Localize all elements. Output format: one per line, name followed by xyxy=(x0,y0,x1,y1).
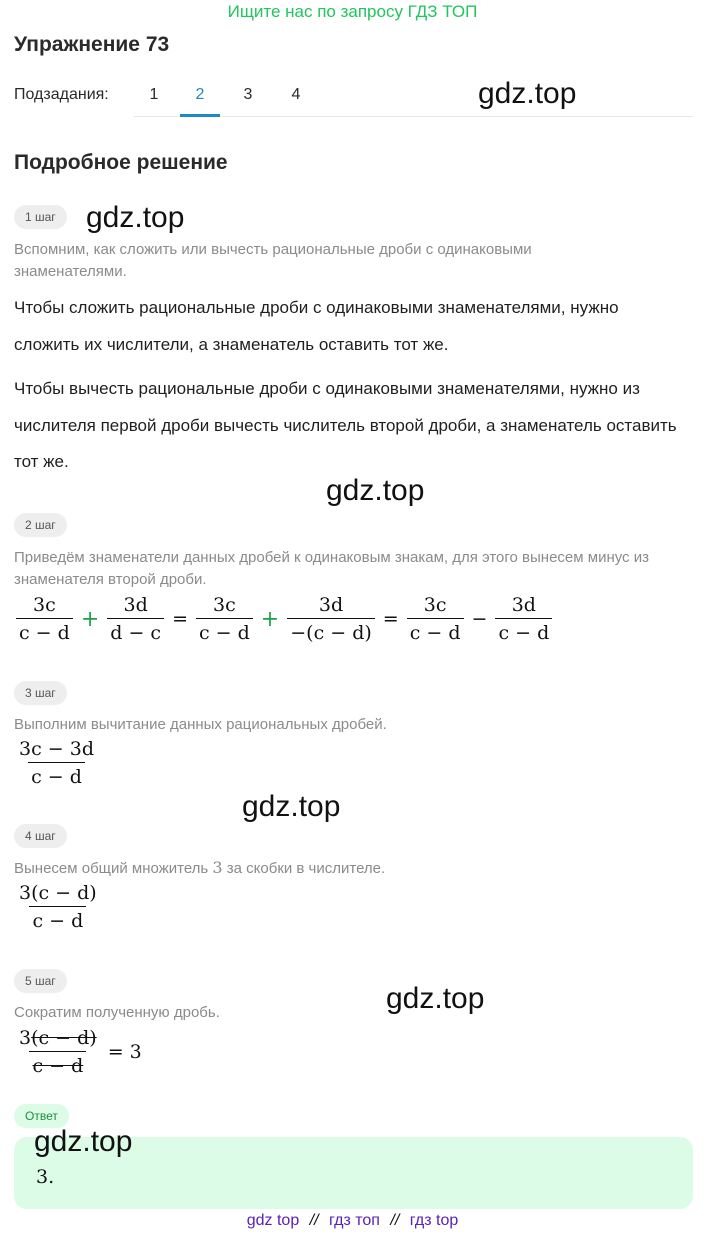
watermark: gdz.top xyxy=(34,1125,133,1158)
watermark: gdz.top xyxy=(86,201,185,234)
fraction: $\frac{3(c - d)}{c - d}$ xyxy=(19,1027,97,1077)
fraction: $\frac{3c}{c - d}$ xyxy=(407,594,464,644)
footer-link[interactable]: gdz top xyxy=(246,1212,300,1229)
tab-4[interactable]: 4 xyxy=(291,86,301,103)
fraction: $\frac{3d}{d - c}$ xyxy=(107,594,164,644)
step-3-badge: 3 шаг xyxy=(14,681,67,705)
active-tab-indicator xyxy=(180,114,220,117)
watermark: gdz.top xyxy=(242,790,341,823)
step-3-hint: Выполним вычитание данных рациональных дробей. xyxy=(14,716,387,733)
footer-links xyxy=(0,1212,705,1230)
tab-1[interactable]: 1 xyxy=(149,86,159,103)
fraction: $\frac{3d}{c - d}$ xyxy=(495,594,552,644)
watermark: gdz.top xyxy=(326,474,425,507)
equals-sign: = xyxy=(382,608,399,630)
result: 3 xyxy=(129,1041,142,1063)
answer-badge: Ответ xyxy=(14,1104,69,1128)
page-title: Упражнение 73 xyxy=(14,33,170,56)
step-2-hint: Приведём знаменатели данных дробей к одинаковым знакам, для этого вынесем минус из знаменателя второй дроби. xyxy=(14,549,649,588)
step-1-paragraph-2: Чтобы вычесть рациональные дроби с одинаковыми знаменателями, нужно из числителя первой дроби вычесть числитель второй дроби, а знаменатель оставить тот же. xyxy=(14,379,677,471)
watermark: gdz.top xyxy=(386,982,485,1015)
step-1-paragraph-1: Чтобы сложить рациональные дроби с одинаковыми знаменателями, нужно сложить их числители, а знаменатель оставить тот же. xyxy=(14,298,619,354)
footer-separator: // xyxy=(309,1212,319,1229)
promo-banner[interactable]: Ищите нас по запросу ГДЗ ТОП xyxy=(227,2,478,21)
step-4-fraction: $\frac{3(c - d)}{c - d}$ xyxy=(19,882,97,932)
subtasks-label: Подзадания: xyxy=(14,86,109,103)
step-1-hint: Вспомним, как сложить или вычесть рациональные дроби с одинаковыми знаменателями. xyxy=(14,241,532,280)
tab-3[interactable]: 3 xyxy=(243,86,253,103)
step-4-badge: 4 шаг xyxy=(14,824,67,848)
step-1-badge: 1 шаг xyxy=(14,205,67,229)
step-3-fraction: $\frac{3c - 3d}{c - d}$ xyxy=(19,738,94,788)
step-4-hint: Вынесем общий множитель 3 за скобки в числителе. xyxy=(14,858,386,877)
watermark: gdz.top xyxy=(478,77,577,110)
step-5-equation xyxy=(14,1027,142,1077)
tab-2[interactable]: 2 xyxy=(195,86,205,103)
step-2-equation xyxy=(14,594,554,644)
equals-sign: = xyxy=(172,608,188,630)
step-5-hint: Сократим полученную дробь. xyxy=(14,1004,220,1021)
step-5-badge: 5 шаг xyxy=(14,969,67,993)
footer-separator: // xyxy=(390,1212,400,1229)
step-2-badge: 2 шаг xyxy=(14,513,67,537)
plus-sign: + xyxy=(260,606,280,632)
fraction: $\frac{3d}{-(c - d)}$ xyxy=(287,594,375,644)
section-title: Подробное решение xyxy=(14,151,228,174)
equals-sign: = xyxy=(107,1041,124,1063)
answer-value: 3. xyxy=(36,1166,55,1188)
fraction: $\frac{3c}{c - d}$ xyxy=(196,594,253,644)
footer-link[interactable]: гдз top xyxy=(409,1212,459,1229)
minus-sign: − xyxy=(471,608,488,630)
plus-sign: + xyxy=(80,606,100,632)
fraction: $\frac{3c}{c - d}$ xyxy=(16,594,73,644)
footer-link[interactable]: гдз топ xyxy=(329,1212,380,1229)
